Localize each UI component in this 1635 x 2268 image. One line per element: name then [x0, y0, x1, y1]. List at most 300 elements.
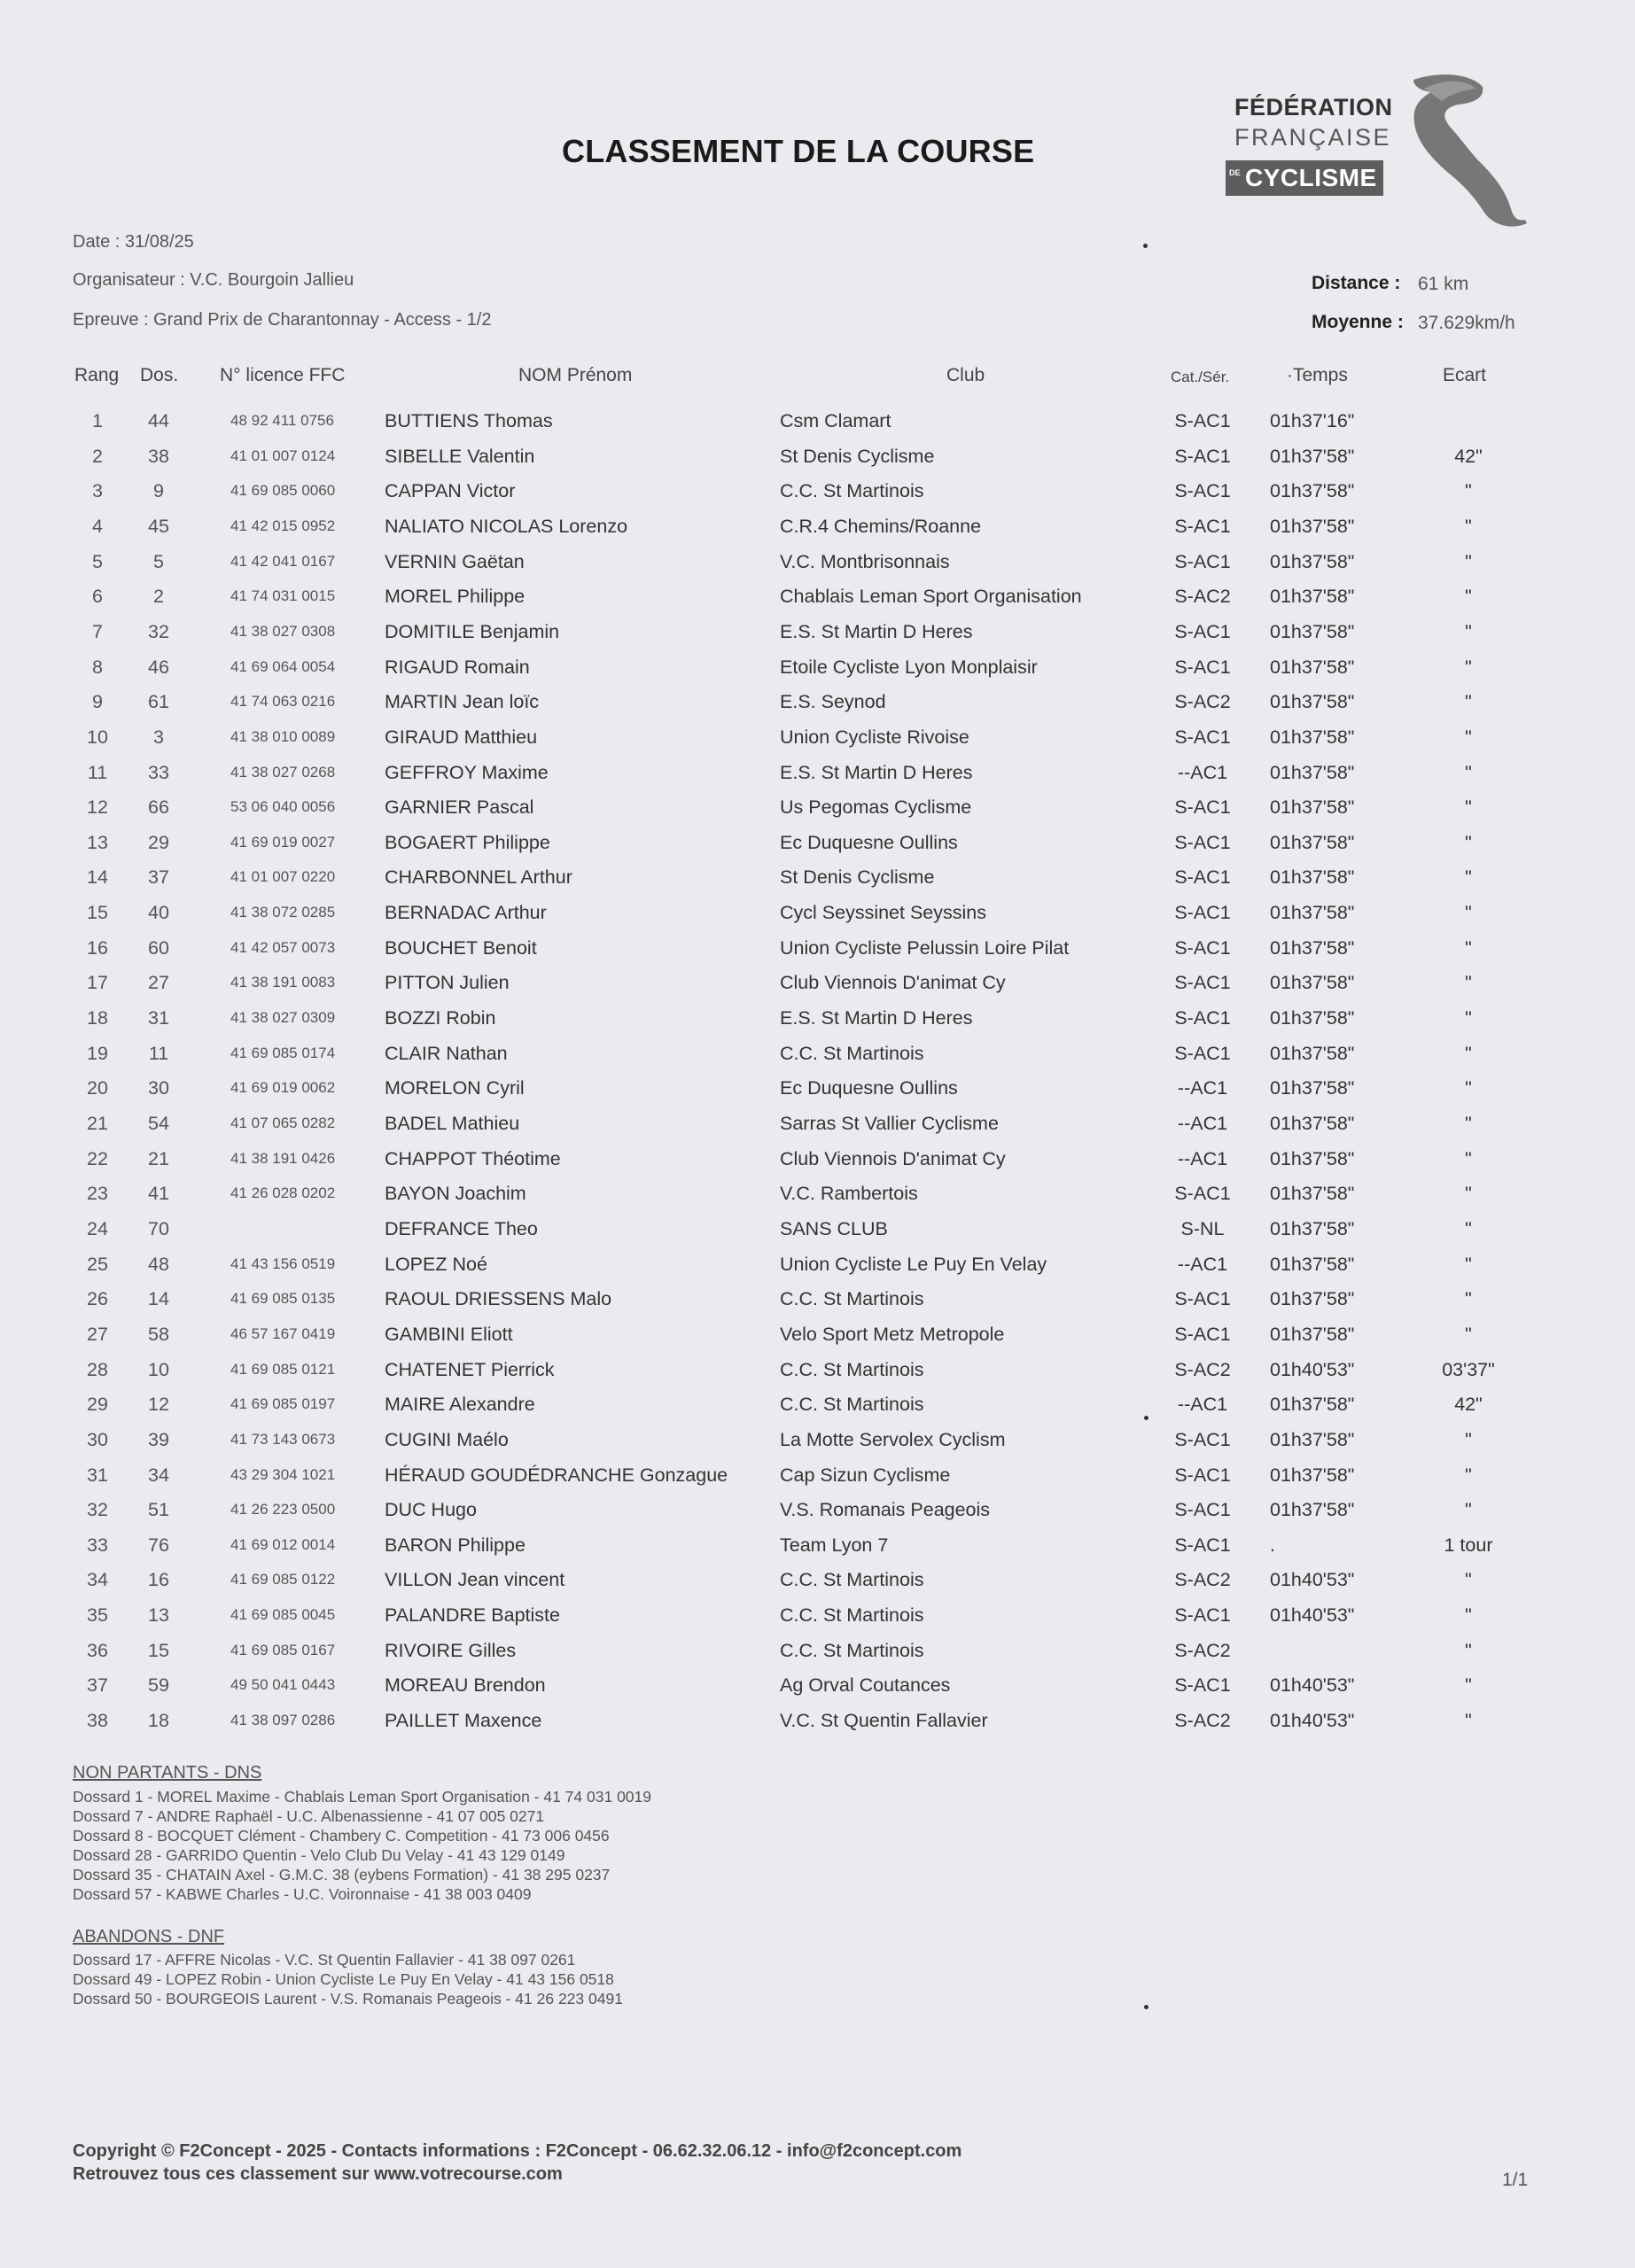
col-rang: Rang: [74, 365, 120, 385]
time-cell: 01h37'58": [1270, 902, 1355, 924]
table-row: [0, 1317, 1635, 1352]
gap-cell: ": [1465, 550, 1472, 572]
dossard-cell: 11: [148, 1042, 169, 1064]
dossard-cell: 70: [148, 1217, 169, 1239]
licence-cell: 41 69 085 0174: [230, 1044, 336, 1061]
gap-cell: ": [1465, 620, 1472, 642]
table-row: [0, 1597, 1635, 1633]
dossard-cell: 9: [153, 480, 164, 502]
dossard-cell: 37: [148, 866, 169, 889]
table-row: [0, 649, 1635, 685]
rider-name-cell: MOREAU Brendon: [385, 1674, 546, 1697]
table-row: [0, 1703, 1635, 1738]
time-cell: 01h37'58": [1270, 1077, 1355, 1099]
time-cell: 01h37'58": [1270, 691, 1355, 713]
list-item: Dossard 7 - ANDRE Raphaël - U.C. Albenassienne - 41 07 005 0271: [73, 1807, 545, 1825]
moyenne-label: Moyenne :: [1312, 312, 1404, 332]
dossard-cell: 40: [148, 902, 169, 924]
dossard-cell: 33: [148, 761, 169, 783]
club-cell: SANS CLUB: [780, 1217, 888, 1239]
dossard-cell: 10: [148, 1358, 169, 1380]
rang-cell: 30: [87, 1428, 108, 1450]
licence-cell: 41 74 063 0216: [230, 693, 336, 711]
rider-name-cell: BUTTIENS Thomas: [385, 410, 553, 431]
logo-text-federation: FÉDÉRATION: [1234, 94, 1393, 120]
category-cell: S-AC1: [1174, 1288, 1231, 1310]
rider-name-cell: BOGAERT Philippe: [385, 831, 550, 853]
table-row: [0, 895, 1635, 930]
club-cell: St Denis Cyclisme: [780, 866, 935, 889]
licence-cell: 49 50 041 0443: [230, 1676, 336, 1694]
table-row: [0, 1176, 1635, 1211]
table-row: [0, 825, 1635, 860]
category-cell: --AC1: [1177, 1253, 1228, 1275]
dossard-cell: 14: [148, 1288, 169, 1310]
rang-cell: 27: [87, 1323, 108, 1345]
category-cell: --AC1: [1177, 1077, 1228, 1099]
licence-cell: 41 43 156 0519: [230, 1254, 336, 1272]
gap-cell: 42": [1454, 445, 1483, 467]
time-cell: 01h37'58": [1270, 1183, 1355, 1205]
time-cell: 01h40'53": [1270, 1604, 1355, 1627]
dossard-cell: 41: [148, 1183, 169, 1205]
table-row: [0, 614, 1635, 649]
time-cell: 01h40'53": [1270, 1569, 1355, 1591]
category-cell: S-AC1: [1174, 515, 1231, 537]
licence-cell: 41 01 007 0220: [230, 868, 336, 886]
table-row: [0, 1036, 1635, 1071]
gap-cell: ": [1465, 1288, 1472, 1310]
gap-cell: ": [1465, 1147, 1472, 1169]
rang-cell: 6: [92, 586, 103, 608]
licence-cell: 53 06 040 0056: [230, 798, 336, 816]
gap-cell: ": [1465, 1007, 1472, 1029]
licence-cell: 41 42 015 0952: [230, 517, 336, 534]
gap-cell: ": [1465, 1042, 1472, 1064]
club-cell: V.S. Romanais Peageois: [780, 1499, 991, 1521]
moyenne-value: 37.629km/h: [1418, 313, 1515, 333]
club-cell: La Motte Servolex Cyclism: [780, 1428, 1006, 1450]
rider-name-cell: CAPPAN Victor: [385, 480, 516, 502]
rang-cell: 13: [87, 831, 108, 853]
rang-cell: 10: [87, 726, 108, 748]
rider-name-cell: MAIRE Alexandre: [385, 1394, 535, 1416]
time-cell: 01h37'58": [1270, 620, 1355, 642]
time-cell: 01h37'58": [1270, 831, 1355, 853]
table-row: [0, 1422, 1635, 1457]
table-row: [0, 755, 1635, 790]
category-cell: S-AC1: [1174, 1499, 1231, 1521]
gap-cell: ": [1465, 972, 1472, 994]
table-row: [0, 439, 1635, 474]
category-cell: --AC1: [1177, 1113, 1228, 1134]
category-cell: S-AC1: [1174, 1674, 1231, 1697]
dossard-cell: 31: [148, 1007, 169, 1029]
category-cell: S-AC1: [1174, 1428, 1231, 1450]
club-cell: C.C. St Martinois: [780, 1042, 924, 1064]
dossard-cell: 34: [148, 1464, 169, 1486]
category-cell: S-AC1: [1174, 831, 1231, 853]
category-cell: --AC1: [1177, 1147, 1228, 1169]
rang-cell: 28: [87, 1358, 108, 1380]
dns-title: NON PARTANTS - DNS: [73, 1763, 262, 1783]
rang-cell: 21: [87, 1113, 108, 1134]
rang-cell: 22: [87, 1147, 108, 1169]
rang-cell: 12: [87, 796, 108, 819]
rang-cell: 23: [87, 1183, 108, 1205]
rang-cell: 19: [87, 1042, 108, 1064]
club-cell: C.C. St Martinois: [780, 480, 924, 502]
time-cell: 01h37'58": [1270, 972, 1355, 994]
licence-cell: 41 69 085 0167: [230, 1641, 336, 1658]
category-cell: S-AC2: [1174, 691, 1231, 713]
category-cell: S-AC2: [1174, 1358, 1231, 1380]
table-row: [0, 1281, 1635, 1317]
table-row: [0, 1457, 1635, 1493]
dossard-cell: 15: [148, 1639, 169, 1661]
table-row: [0, 1352, 1635, 1387]
category-cell: S-AC1: [1174, 972, 1231, 994]
race-event: Epreuve : Grand Prix de Charantonnay - Access - 1/2: [73, 310, 492, 330]
table-row: [0, 1667, 1635, 1703]
page-title: CLASSEMENT DE LA COURSE: [562, 133, 1035, 169]
gap-cell: ": [1465, 1674, 1472, 1697]
club-cell: E.S. St Martin D Heres: [780, 1007, 973, 1029]
rider-name-cell: DUC Hugo: [385, 1499, 477, 1521]
club-cell: Club Viennois D'animat Cy: [780, 1147, 1006, 1169]
gap-cell: ": [1465, 1428, 1472, 1450]
licence-cell: 41 38 027 0268: [230, 763, 336, 781]
list-item: Dossard 57 - KABWE Charles - U.C. Voironnaise - 41 38 003 0409: [73, 1885, 532, 1903]
licence-cell: 41 38 097 0286: [230, 1712, 336, 1729]
category-cell: S-AC1: [1174, 1183, 1231, 1205]
list-item: Dossard 17 - AFFRE Nicolas - V.C. St Quentin Fallavier - 41 38 097 0261: [73, 1951, 576, 1969]
table-row: [0, 859, 1635, 895]
category-cell: S-AC2: [1174, 1639, 1231, 1661]
category-cell: --AC1: [1177, 1394, 1228, 1416]
rang-cell: 11: [87, 761, 108, 783]
table-row: [0, 544, 1635, 579]
page-number: 1/1: [1502, 2170, 1529, 2190]
time-cell: 01h37'58": [1270, 1147, 1355, 1169]
time-cell: 01h37'58": [1270, 866, 1355, 889]
time-cell: 01h37'58": [1270, 1464, 1355, 1486]
rang-cell: 24: [87, 1217, 108, 1239]
col-dos: Dos.: [140, 365, 179, 385]
table-row: [0, 473, 1635, 509]
category-cell: S-AC2: [1174, 586, 1231, 608]
gap-cell: 03'37": [1442, 1358, 1495, 1380]
table-row: [0, 403, 1635, 439]
rang-cell: 16: [87, 936, 108, 959]
dossard-cell: 3: [153, 726, 164, 748]
table-row: [0, 1527, 1635, 1563]
club-cell: Union Cycliste Le Puy En Velay: [780, 1253, 1047, 1275]
rang-cell: 8: [92, 656, 103, 678]
col-temps: ·Temps: [1287, 365, 1348, 385]
dossard-cell: 27: [148, 972, 169, 994]
time-cell: 01h37'58": [1270, 1428, 1355, 1450]
rang-cell: 26: [87, 1288, 108, 1310]
time-cell: 01h37'58": [1270, 1323, 1355, 1345]
time-cell: 01h40'53": [1270, 1710, 1355, 1732]
rider-name-cell: BOZZI Robin: [385, 1007, 496, 1029]
dossard-cell: 51: [148, 1499, 169, 1521]
time-cell: 01h37'58": [1270, 480, 1355, 502]
distance-label: Distance :: [1312, 273, 1401, 293]
dossard-cell: 13: [148, 1604, 169, 1627]
gap-cell: ": [1465, 1639, 1472, 1661]
gap-cell: ": [1465, 656, 1472, 678]
rang-cell: 1: [92, 410, 103, 431]
gap-cell: ": [1465, 1113, 1472, 1134]
club-cell: Csm Clamart: [780, 410, 891, 431]
list-item: Dossard 50 - BOURGEOIS Laurent - V.S. Romanais Peageois - 41 26 223 0491: [73, 1990, 623, 2008]
dossard-cell: 12: [148, 1394, 169, 1416]
rider-name-cell: VILLON Jean vincent: [385, 1569, 565, 1591]
dossard-cell: 46: [148, 656, 169, 678]
rang-cell: 20: [87, 1077, 108, 1099]
rider-name-cell: GEFFROY Maxime: [385, 761, 549, 783]
rang-cell: 37: [87, 1674, 108, 1697]
gap-cell: ": [1465, 1464, 1472, 1486]
rang-cell: 15: [87, 902, 108, 924]
licence-cell: 41 07 065 0282: [230, 1115, 336, 1131]
rider-name-cell: CHAPPOT Théotime: [385, 1147, 561, 1169]
club-cell: Team Lyon 7: [780, 1534, 889, 1556]
table-row: [0, 965, 1635, 1000]
club-cell: E.S. St Martin D Heres: [780, 761, 973, 783]
rider-name-cell: CHATENET Pierrick: [385, 1358, 555, 1380]
time-cell: 01h37'58": [1270, 726, 1355, 748]
gap-cell: ": [1465, 1077, 1472, 1099]
time-cell: 01h37'58": [1270, 796, 1355, 819]
dossard-cell: 39: [148, 1428, 169, 1450]
licence-cell: 41 38 191 0426: [230, 1149, 336, 1167]
footer-website: Retrouvez tous ces classement sur www.votrecourse.com: [73, 2164, 563, 2184]
club-cell: C.R.4 Chemins/Roanne: [780, 515, 982, 537]
club-cell: Us Pegomas Cyclisme: [780, 796, 972, 819]
rider-name-cell: PITTON Julien: [385, 972, 510, 994]
time-cell: 01h37'58": [1270, 1253, 1355, 1275]
col-cat: Cat./Sér.: [1171, 369, 1230, 385]
time-cell: 01h37'58": [1270, 1217, 1355, 1239]
rang-cell: 31: [87, 1464, 108, 1486]
logo-text-de: DE: [1229, 168, 1241, 177]
club-cell: C.C. St Martinois: [780, 1639, 924, 1661]
race-organiser: Organisateur : V.C. Bourgoin Jallieu: [73, 270, 354, 290]
time-cell: 01h37'58": [1270, 1288, 1355, 1310]
club-cell: Ec Duquesne Oullins: [780, 831, 958, 853]
licence-cell: 43 29 304 1021: [230, 1465, 336, 1483]
gap-cell: ": [1465, 936, 1472, 959]
time-cell: 01h37'16": [1270, 410, 1355, 431]
licence-cell: 41 69 085 0121: [230, 1360, 336, 1378]
rang-cell: 14: [87, 866, 108, 889]
category-cell: S-AC1: [1174, 410, 1231, 431]
time-cell: 01h37'58": [1270, 550, 1355, 572]
scan-speck: [1143, 244, 1148, 248]
dossard-cell: 54: [148, 1113, 169, 1134]
table-row: [0, 930, 1635, 966]
dnf-title: ABANDONS - DNF: [73, 1927, 225, 1946]
dossard-cell: 30: [148, 1077, 169, 1099]
rang-cell: 33: [87, 1534, 108, 1556]
rang-cell: 4: [92, 515, 103, 537]
club-cell: E.S. Seynod: [780, 691, 886, 713]
time-cell: 01h40'53": [1270, 1358, 1355, 1380]
rider-name-cell: BAYON Joachim: [385, 1183, 526, 1205]
category-cell: S-AC1: [1174, 1534, 1231, 1556]
rang-cell: 25: [87, 1253, 108, 1275]
club-cell: Cap Sizun Cyclisme: [780, 1464, 951, 1486]
dossard-cell: 60: [148, 936, 169, 959]
gap-cell: ": [1465, 1323, 1472, 1345]
club-cell: Club Viennois D'animat Cy: [780, 972, 1006, 994]
licence-cell: 41 69 085 0135: [230, 1290, 336, 1308]
dossard-cell: 59: [148, 1674, 169, 1697]
gap-cell: ": [1465, 1217, 1472, 1239]
category-cell: S-AC1: [1174, 726, 1231, 748]
col-licence: N° licence FFC: [220, 365, 346, 385]
list-item: Dossard 28 - GARRIDO Quentin - Velo Club Du Velay - 41 43 129 0149: [73, 1846, 565, 1864]
club-cell: Union Cycliste Pelussin Loire Pilat: [780, 936, 1070, 959]
rider-name-cell: VERNIN Gaëtan: [385, 550, 525, 572]
rang-cell: 35: [87, 1604, 108, 1627]
dossard-cell: 21: [148, 1147, 169, 1169]
time-cell: 01h37'58": [1270, 445, 1355, 467]
dossard-cell: 29: [148, 831, 169, 853]
club-cell: C.C. St Martinois: [780, 1569, 924, 1591]
col-ecart: Ecart: [1443, 365, 1487, 385]
club-cell: Union Cycliste Rivoise: [780, 726, 969, 748]
rider-name-cell: PALANDRE Baptiste: [385, 1604, 560, 1627]
category-cell: S-AC1: [1174, 550, 1231, 572]
rider-name-cell: CHARBONNEL Arthur: [385, 866, 572, 889]
gap-cell: ": [1465, 586, 1472, 608]
club-cell: V.C. St Quentin Fallavier: [780, 1710, 988, 1732]
race-date: Date : 31/08/25: [73, 232, 194, 252]
licence-cell: 41 42 041 0167: [230, 552, 336, 570]
dossard-cell: 48: [148, 1253, 169, 1275]
club-cell: V.C. Rambertois: [780, 1183, 918, 1205]
licence-cell: 41 69 085 0122: [230, 1571, 336, 1588]
rang-cell: 2: [92, 445, 103, 467]
dossard-cell: 18: [148, 1710, 169, 1732]
dossard-cell: 58: [148, 1323, 169, 1345]
time-cell: 01h40'53": [1270, 1674, 1355, 1697]
rider-name-cell: NALIATO NICOLAS Lorenzo: [385, 515, 628, 537]
category-cell: S-AC1: [1174, 620, 1231, 642]
category-cell: S-AC1: [1174, 445, 1231, 467]
col-nom: NOM Prénom: [518, 365, 633, 385]
rider-name-cell: PAILLET Maxence: [385, 1710, 542, 1732]
category-cell: S-AC1: [1174, 936, 1231, 959]
rider-name-cell: DEFRANCE Theo: [385, 1217, 538, 1239]
logo-text-cyclisme: CYCLISME: [1245, 164, 1377, 191]
list-item: Dossard 35 - CHATAIN Axel - G.M.C. 38 (eybens Formation) - 41 38 295 0237: [73, 1866, 611, 1884]
gap-cell: ": [1465, 1253, 1472, 1275]
time-cell: 01h37'58": [1270, 1042, 1355, 1064]
gap-cell: ": [1465, 796, 1472, 819]
gap-cell: ": [1465, 761, 1472, 783]
licence-cell: 41 38 027 0309: [230, 1009, 336, 1027]
gap-cell: 1 tour: [1444, 1534, 1493, 1556]
logo-text-francaise: FRANÇAISE: [1234, 124, 1392, 151]
licence-cell: 41 69 085 0045: [230, 1606, 336, 1624]
table-row: [0, 1492, 1635, 1527]
club-cell: Cycl Seyssinet Seyssins: [780, 902, 986, 924]
licence-cell: 41 69 019 0062: [230, 1079, 336, 1097]
club-cell: V.C. Montbrisonnais: [780, 550, 950, 572]
gap-cell: ": [1465, 515, 1472, 537]
category-cell: --AC1: [1177, 761, 1228, 783]
rider-name-cell: MOREL Philippe: [385, 586, 526, 608]
time-cell: 01h37'58": [1270, 1113, 1355, 1134]
table-row: [0, 719, 1635, 755]
club-cell: C.C. St Martinois: [780, 1604, 924, 1627]
category-cell: S-AC1: [1174, 1604, 1231, 1627]
rang-cell: 7: [92, 620, 103, 642]
category-cell: S-AC2: [1174, 1710, 1231, 1732]
footer-copyright: Copyright © F2Concept - 2025 - Contacts informations : F2Concept - 06.62.32.06.12 - info@f2concept.com: [73, 2141, 962, 2161]
gap-cell: ": [1465, 831, 1472, 853]
club-cell: St Denis Cyclisme: [780, 445, 935, 467]
club-cell: Ec Duquesne Oullins: [780, 1077, 958, 1099]
table-row: [0, 579, 1635, 614]
dossard-cell: 66: [148, 796, 169, 819]
rang-cell: 18: [87, 1007, 108, 1029]
category-cell: S-AC1: [1174, 1323, 1231, 1345]
rider-name-cell: MORELON Cyril: [385, 1077, 525, 1099]
licence-cell: 41 26 223 0500: [230, 1501, 336, 1518]
time-cell: 01h37'58": [1270, 1499, 1355, 1521]
dossard-cell: 16: [148, 1569, 169, 1591]
category-cell: S-AC1: [1174, 866, 1231, 889]
gap-cell: ": [1465, 726, 1472, 748]
table-row: [0, 1562, 1635, 1597]
dossard-cell: 38: [148, 445, 169, 467]
licence-cell: 41 42 057 0073: [230, 938, 336, 956]
club-cell: C.C. St Martinois: [780, 1358, 924, 1380]
list-item: Dossard 49 - LOPEZ Robin - Union Cycliste Le Puy En Velay - 41 43 156 0518: [73, 1970, 614, 1988]
gap-cell: ": [1465, 480, 1472, 502]
table-row: [0, 684, 1635, 719]
licence-cell: 48 92 411 0756: [230, 412, 334, 429]
dossard-cell: 76: [148, 1534, 169, 1556]
rider-name-cell: BOUCHET Benoit: [385, 936, 537, 959]
gap-cell: ": [1465, 1183, 1472, 1205]
licence-cell: 41 69 064 0054: [230, 657, 336, 675]
table-row: [0, 1070, 1635, 1106]
rider-name-cell: RIGAUD Romain: [385, 656, 530, 678]
club-cell: C.C. St Martinois: [780, 1288, 924, 1310]
time-cell: .: [1270, 1534, 1275, 1556]
category-cell: S-NL: [1180, 1217, 1225, 1239]
distance-value: 61 km: [1418, 274, 1469, 294]
licence-cell: 41 69 085 0197: [230, 1395, 336, 1413]
table-row: [0, 1106, 1635, 1141]
gap-cell: ": [1465, 1569, 1472, 1591]
category-cell: S-AC1: [1174, 1007, 1231, 1029]
licence-cell: 41 26 028 0202: [230, 1184, 336, 1202]
licence-cell: 41 38 010 0089: [230, 727, 336, 745]
table-row: [0, 1211, 1635, 1247]
time-cell: 01h37'58": [1270, 656, 1355, 678]
gap-cell: ": [1465, 1604, 1472, 1627]
gap-cell: ": [1465, 691, 1472, 713]
rang-cell: 32: [87, 1499, 108, 1521]
